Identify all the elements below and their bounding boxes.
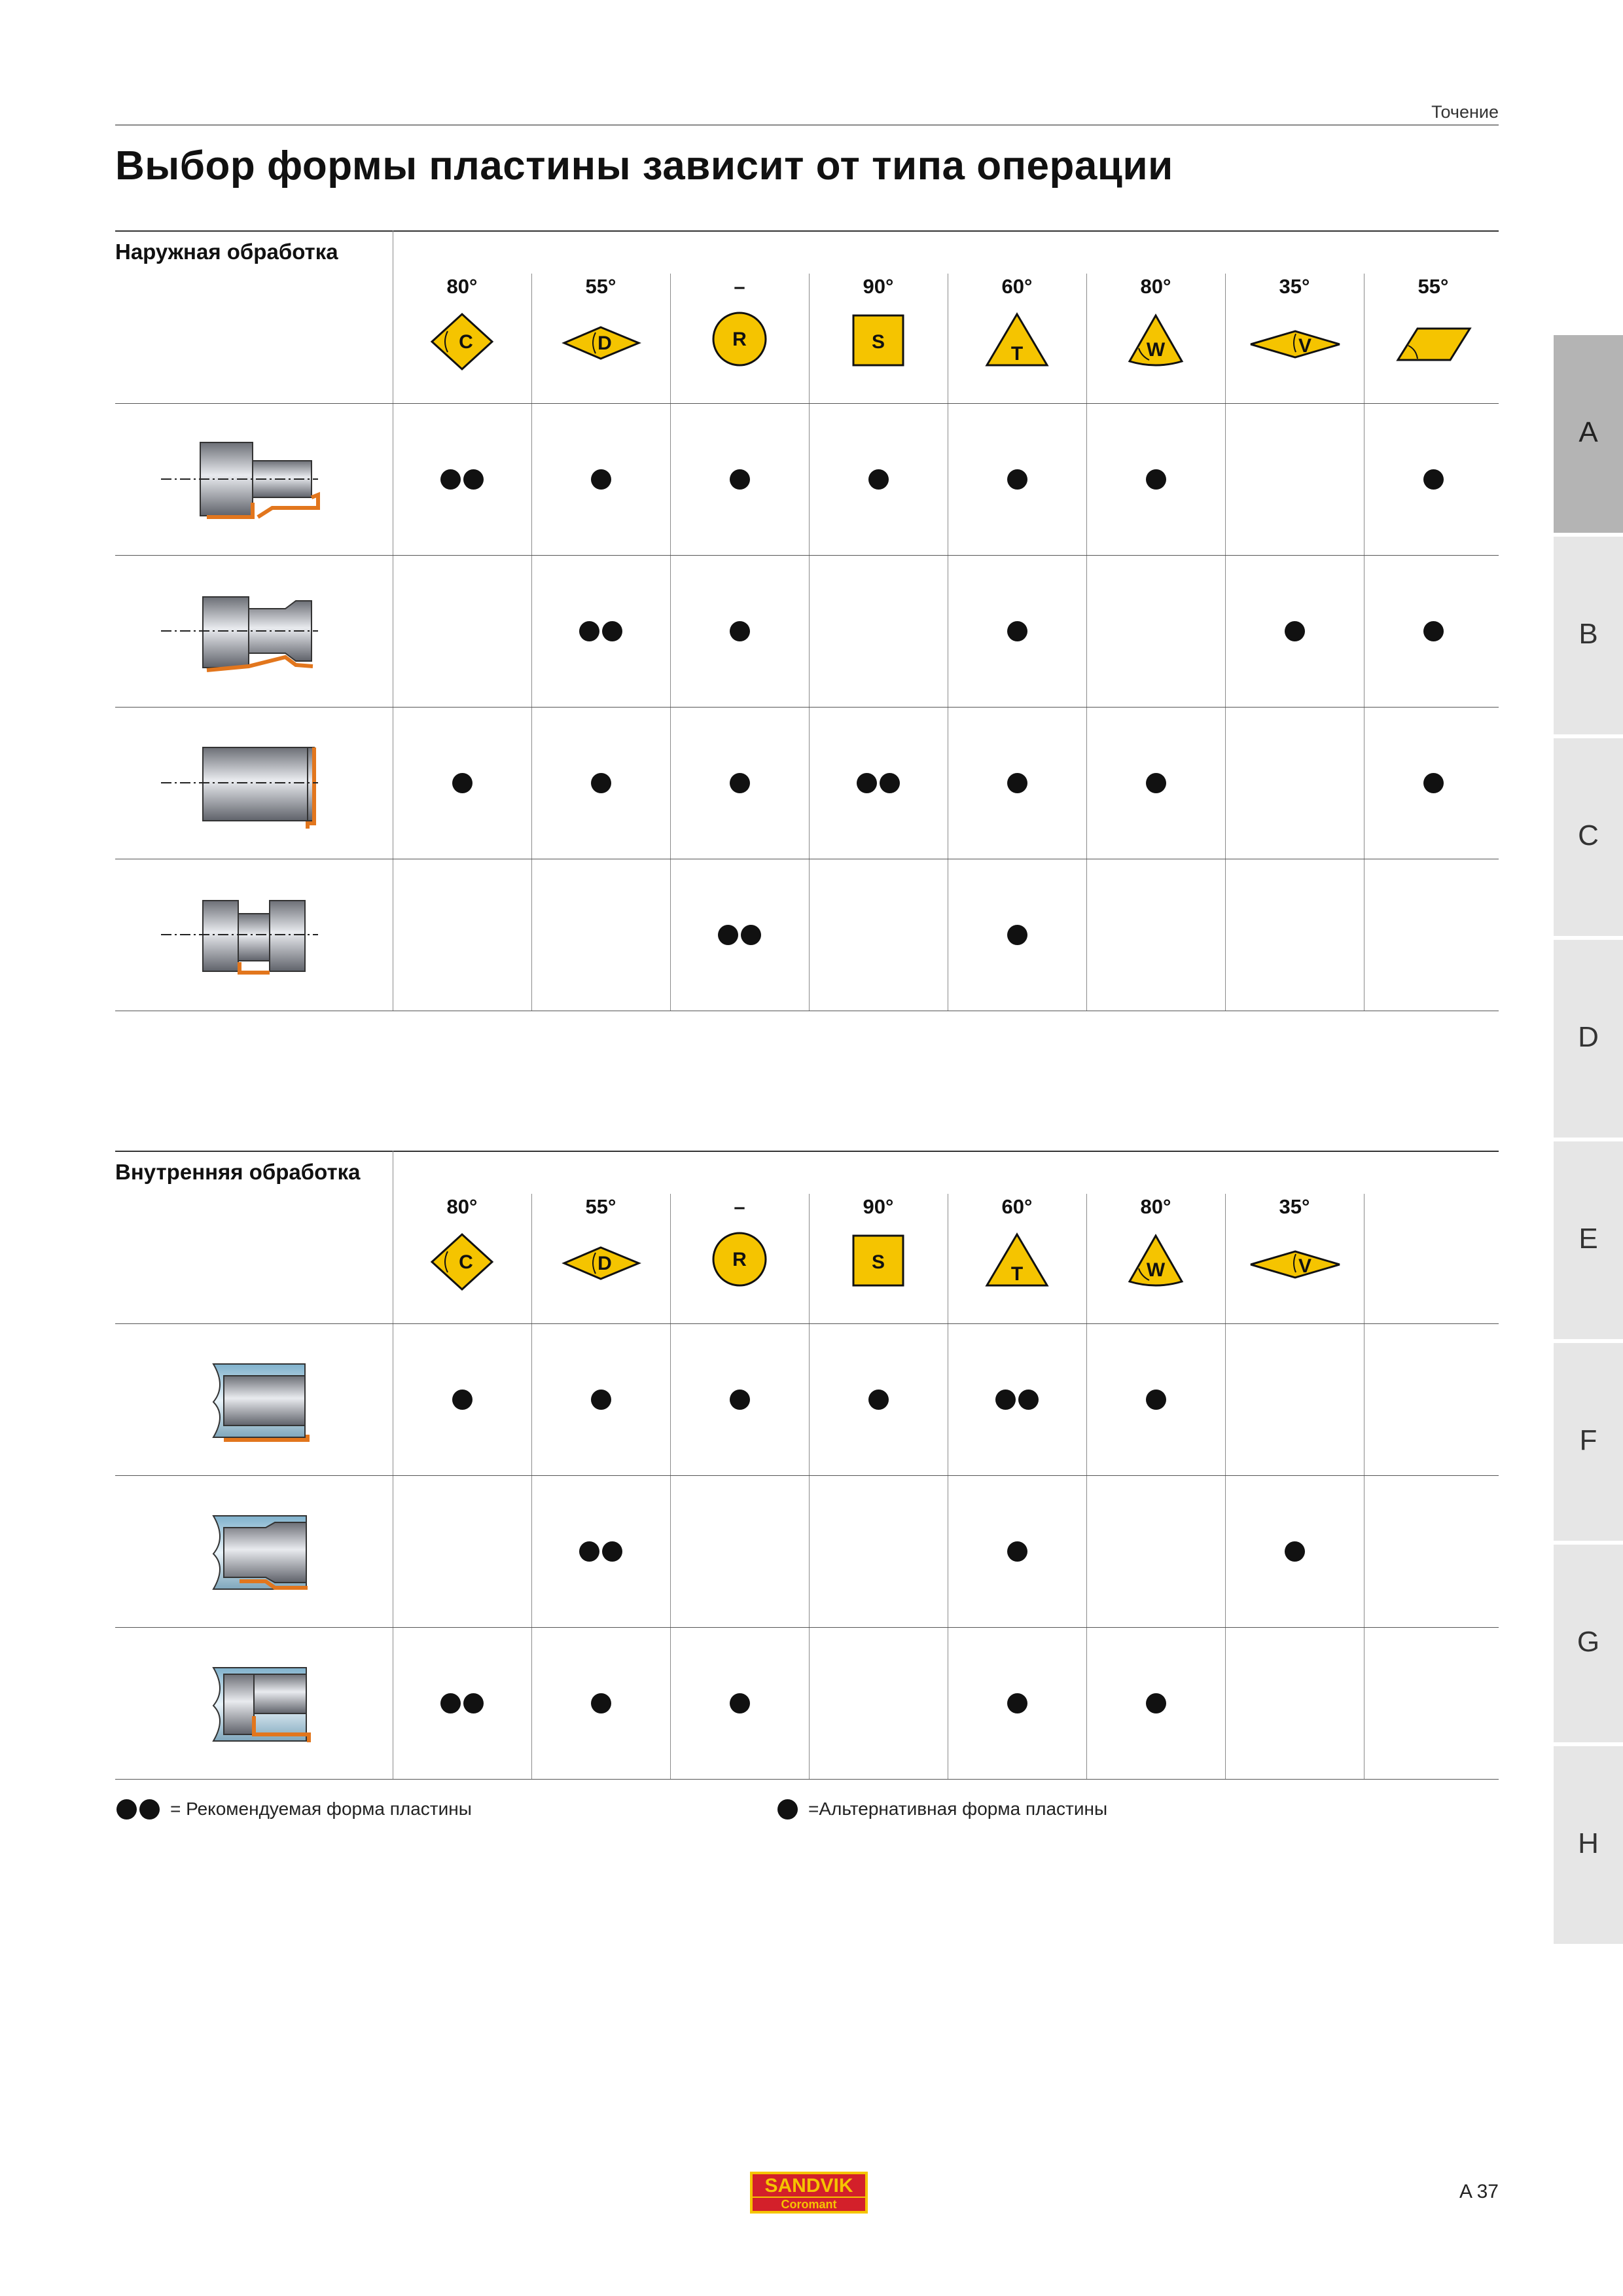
empty-cell — [1086, 1475, 1225, 1627]
empty-cell — [393, 859, 531, 1011]
recommended-mark — [948, 1323, 1086, 1475]
recommended-mark — [531, 555, 670, 707]
insert-c-80-rhombic-icon — [393, 309, 531, 374]
empty-cell — [1225, 403, 1364, 555]
alternative-mark — [1086, 1627, 1225, 1779]
legend-alternative-text: =Альтернативная форма пластины — [808, 1799, 1108, 1819]
internal-boring-sketch — [141, 1323, 338, 1475]
alternative-mark — [948, 859, 1086, 1011]
alternative-mark — [948, 1475, 1086, 1627]
alternative-mark — [1225, 1475, 1364, 1627]
insert-w-trigon-icon — [1086, 309, 1225, 374]
alternative-mark — [1086, 707, 1225, 859]
internal-profiling-sketch — [141, 1475, 338, 1627]
internal-facing-boring-sketch — [141, 1627, 338, 1779]
chapter-tab-a[interactable]: A — [1554, 335, 1623, 533]
alternative-mark — [1364, 707, 1503, 859]
insert-angle-label: 80° — [1140, 275, 1171, 298]
page-number: A 37 — [1459, 2181, 1499, 2202]
insert-angle-label: – — [734, 1195, 745, 1218]
svg-text:D: D — [597, 1253, 612, 1274]
alternative-mark — [531, 707, 670, 859]
alternative-mark — [948, 707, 1086, 859]
recommended-mark — [670, 859, 809, 1011]
empty-cell — [1364, 1475, 1503, 1627]
svg-text:C: C — [459, 1251, 473, 1273]
alternative-mark — [809, 403, 948, 555]
insert-angle-label: – — [734, 275, 745, 298]
insert-angle-label: 60° — [1001, 275, 1033, 298]
alternative-mark — [1086, 403, 1225, 555]
insert-w-trigon-icon — [1086, 1229, 1225, 1295]
internal-machining-table — [115, 1151, 1499, 1782]
insert-angle-label: 60° — [1001, 1195, 1033, 1218]
svg-text:W: W — [1146, 1259, 1166, 1281]
insert-r-round-icon — [670, 309, 809, 374]
empty-cell — [1364, 1323, 1503, 1475]
insert-angle-label: 35° — [1279, 1195, 1310, 1218]
empty-cell — [670, 1475, 809, 1627]
section-label: Точение — [1431, 102, 1499, 122]
insert-d-55-rhombic-icon — [531, 309, 670, 374]
insert-v-35-rhombic-icon — [1225, 309, 1364, 374]
legend-recommended-text: = Рекомендуемая форма пластины — [170, 1799, 472, 1819]
insert-t-triangle-icon — [948, 1229, 1086, 1295]
svg-text:R: R — [732, 1249, 747, 1270]
recommended-mark — [393, 1627, 531, 1779]
alternative-mark — [1086, 1323, 1225, 1475]
chapter-tab-g[interactable]: G — [1554, 1545, 1623, 1742]
table-top-rule — [115, 1151, 1499, 1152]
empty-cell — [393, 1475, 531, 1627]
alternative-mark — [670, 1627, 809, 1779]
table-title: Наружная обработка — [115, 240, 338, 264]
insert-d-55-rhombic-icon — [531, 1229, 670, 1295]
empty-cell — [393, 555, 531, 707]
external-longitudinal-profiling-sketch — [141, 403, 338, 555]
recommended-mark — [393, 403, 531, 555]
empty-cell — [809, 1475, 948, 1627]
chapter-tab-d[interactable]: D — [1554, 940, 1623, 1138]
alternative-mark — [393, 707, 531, 859]
empty-cell — [1364, 1627, 1503, 1779]
alternative-mark — [393, 1323, 531, 1475]
alternative-mark — [1364, 555, 1503, 707]
insert-angle-label: 55° — [585, 275, 616, 298]
double-dot-icon — [115, 1799, 161, 1820]
svg-text:W: W — [1146, 339, 1166, 361]
insert-s-square-icon — [809, 309, 948, 374]
alternative-mark — [531, 403, 670, 555]
insert-angle-label: 35° — [1279, 275, 1310, 298]
svg-text:D: D — [597, 332, 612, 354]
insert-t-triangle-icon — [948, 309, 1086, 374]
chapter-tab-e[interactable]: E — [1554, 1141, 1623, 1339]
empty-cell — [1086, 859, 1225, 1011]
legend-alternative — [776, 1799, 1107, 1820]
svg-text:S: S — [871, 1251, 885, 1273]
empty-cell — [1225, 859, 1364, 1011]
empty-cell — [1086, 555, 1225, 707]
alternative-mark — [531, 1323, 670, 1475]
chapter-tab-h[interactable]: H — [1554, 1746, 1623, 1944]
empty-cell — [809, 1627, 948, 1779]
empty-cell — [1225, 707, 1364, 859]
svg-text:V: V — [1298, 335, 1312, 357]
insert-s-square-icon — [809, 1229, 948, 1295]
chapter-tabs — [1554, 335, 1623, 1948]
empty-cell — [809, 859, 948, 1011]
alternative-mark — [670, 555, 809, 707]
svg-text:V: V — [1298, 1255, 1312, 1277]
svg-text:C: C — [459, 331, 473, 353]
alternative-mark — [531, 1627, 670, 1779]
alternative-mark — [1225, 555, 1364, 707]
page-title: Выбор формы пластины зависит от типа операции — [115, 143, 1173, 188]
insert-k-parallelogram-icon — [1364, 309, 1503, 374]
alternative-mark — [670, 403, 809, 555]
empty-cell — [1225, 1627, 1364, 1779]
external-facing-longitudinal-sketch — [141, 707, 338, 859]
insert-angle-label: 80° — [446, 1195, 478, 1218]
single-dot-icon — [776, 1799, 799, 1820]
legend — [115, 1799, 1499, 1825]
insert-c-80-rhombic-icon — [393, 1229, 531, 1295]
chapter-tab-f[interactable]: F — [1554, 1343, 1623, 1541]
recommended-mark — [809, 707, 948, 859]
svg-text:R: R — [732, 329, 747, 350]
svg-text:T: T — [1010, 1263, 1024, 1285]
legend-recommended — [115, 1799, 472, 1820]
top-rule — [115, 124, 1499, 126]
empty-cell — [1364, 859, 1503, 1011]
external-copy-turning-sketch — [141, 555, 338, 707]
svg-text:Coromant: Coromant — [781, 2198, 837, 2211]
empty-cell — [531, 859, 670, 1011]
external-plunging-sketch — [141, 859, 338, 1011]
insert-angle-label: 80° — [1140, 1195, 1171, 1218]
recommended-mark — [531, 1475, 670, 1627]
chapter-tab-b[interactable]: B — [1554, 537, 1623, 734]
table-title: Внутренняя обработка — [115, 1160, 361, 1184]
external-machining-table — [115, 230, 1499, 1016]
insert-r-round-icon — [670, 1229, 809, 1295]
insert-angle-label: 90° — [863, 275, 894, 298]
empty-cell — [1225, 1323, 1364, 1475]
insert-angle-label: 90° — [863, 1195, 894, 1218]
insert-angle-label: 55° — [585, 1195, 616, 1218]
alternative-mark — [670, 1323, 809, 1475]
alternative-mark — [948, 555, 1086, 707]
alternative-mark — [948, 403, 1086, 555]
svg-text:T: T — [1010, 343, 1024, 365]
insert-angle-label: 55° — [1418, 275, 1449, 298]
insert-angle-label: 80° — [446, 275, 478, 298]
alternative-mark — [809, 1323, 948, 1475]
table-top-rule — [115, 230, 1499, 232]
alternative-mark — [1364, 403, 1503, 555]
sandvik-coromant-logo — [750, 2172, 868, 2214]
chapter-tab-c[interactable]: C — [1554, 738, 1623, 936]
svg-text:SANDVIK: SANDVIK — [764, 2175, 853, 2197]
svg-text:S: S — [871, 331, 885, 353]
alternative-mark — [670, 707, 809, 859]
alternative-mark — [948, 1627, 1086, 1779]
empty-cell — [809, 555, 948, 707]
insert-v-35-rhombic-icon — [1225, 1229, 1364, 1295]
row-rule — [115, 1779, 1499, 1780]
